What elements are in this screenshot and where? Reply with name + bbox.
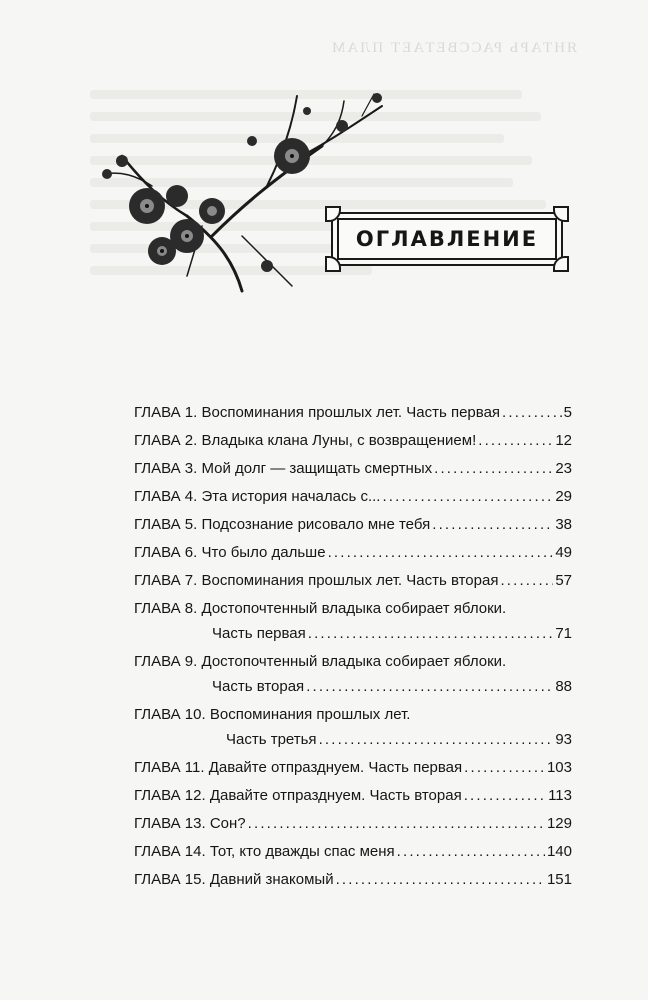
page-number: 38 [555,516,572,533]
toc-entry [134,488,572,506]
chapter-title: Сон? [209,815,246,832]
chapter-title-continuation: Часть первая [212,625,306,642]
chapter-title: Давайте отпразднуем. Часть первая [208,759,463,776]
chapter-label: ГЛАВА 13. [134,815,206,832]
chapter-title: Владыка клана Луны, с возвращением! [201,432,477,449]
chapter-title: Тот, кто дважды спас меня [209,843,395,860]
chapter-title: Воспоминания прошлых лет. [209,706,411,723]
dot-leader [502,404,562,422]
dot-leader [382,488,553,506]
page-number: 113 [548,787,572,804]
chapter-label: ГЛАВА 15. [134,871,206,888]
chapter-label: ГЛАВА 9. [134,653,198,670]
chapter-title: Воспоминания прошлых лет. Часть вторая [201,572,499,589]
dot-leader [434,460,553,478]
toc-entry [134,759,572,777]
toc-entry [134,653,572,696]
chapter-title: Достопочтенный владыка собирает яблоки. [201,653,507,670]
chapter-title: Достопочтенный владыка собирает яблоки. [201,600,507,617]
chapter-title: Подсознание рисовало мне тебя [201,516,431,533]
page-number: 12 [555,432,572,449]
chapter-label: ГЛАВА 2. [134,432,198,449]
chapter-title: Что было дальше [201,544,326,561]
dot-leader [319,731,554,749]
chapter-title: Давайте отпразднуем. Часть вторая [209,787,462,804]
page-number: 88 [555,678,572,695]
dot-leader [397,843,545,861]
dot-leader [478,432,553,450]
chapter-title: Воспоминания прошлых лет. Часть первая [201,404,501,421]
chapter-title: Давний знакомый [209,871,334,888]
toc-entry [134,460,572,478]
toc-entry [134,404,572,422]
bleed-through-header: ЯНТАРЬ РАССВЕТАЕТ ПЛАМ [330,40,577,56]
chapter-title-continuation: Часть третья [226,731,317,748]
page-number: 49 [555,544,572,561]
chapter-label: ГЛАВА 1. [134,404,198,421]
toc-entry [134,843,572,861]
toc-entry [134,544,572,562]
contents-heading: ОГЛАВЛЕНИЕ [355,227,539,251]
plum-blossom-branch-icon [92,86,392,306]
dot-leader [306,678,553,696]
chapter-label: ГЛАВА 14. [134,843,206,860]
chapter-label: ГЛАВА 5. [134,516,198,533]
toc-entry [134,815,572,833]
page-number: 29 [555,488,572,505]
chapter-title-continuation: Часть вторая [212,678,305,695]
toc-entry [134,432,572,450]
page-number: 57 [555,572,572,589]
page-number: 93 [555,731,572,748]
dot-leader [432,516,553,534]
page-number: 71 [555,625,572,642]
chapter-label: ГЛАВА 8. [134,600,198,617]
dot-leader [500,572,553,590]
chapter-label: ГЛАВА 7. [134,572,198,589]
chapter-label: ГЛАВА 11. [134,759,205,776]
chapter-label: ГЛАВА 10. [134,706,206,723]
chapter-label: ГЛАВА 12. [134,787,206,804]
toc-entry [134,516,572,534]
dot-leader [464,759,545,777]
toc-entry [134,787,572,805]
toc-entry [134,706,572,749]
dot-leader [248,815,545,833]
chapter-label: ГЛАВА 6. [134,544,198,561]
page-number: 140 [546,843,572,860]
page-number: 23 [555,460,572,477]
page-number: 151 [546,871,572,888]
contents-heading-frame [331,212,563,266]
page-number: 5 [563,404,572,421]
dot-leader [336,871,545,889]
chapter-label: ГЛАВА 4. [134,488,198,505]
page-number: 103 [546,759,572,776]
chapter-title: Эта история началась с... [201,488,381,505]
toc-entry [134,600,572,643]
chapter-title: Мой долг — защищать смертных [201,460,433,477]
dot-leader [464,787,546,805]
chapter-label: ГЛАВА 3. [134,460,198,477]
toc-entry [134,871,572,889]
dot-leader [328,544,554,562]
dot-leader [308,625,554,643]
page-number: 129 [546,815,572,832]
toc-entry [134,572,572,590]
table-of-contents [134,404,572,899]
